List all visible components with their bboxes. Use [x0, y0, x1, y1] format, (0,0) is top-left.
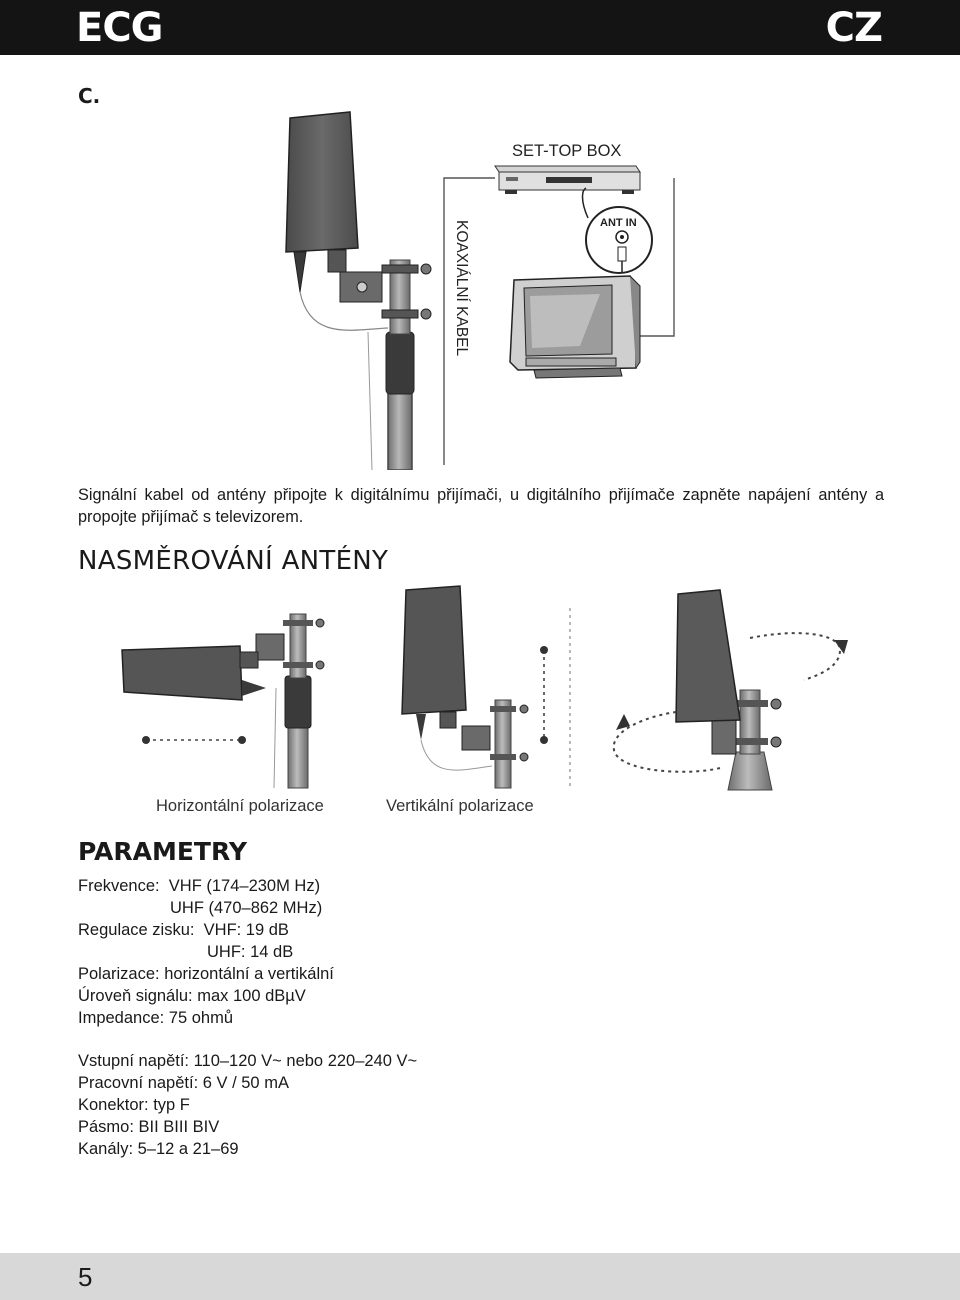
- antenna-illustration: [286, 112, 431, 470]
- spec-line: Pracovní napětí: 6 V / 50 mA: [78, 1074, 289, 1092]
- rotation-antenna-illustration: [614, 590, 848, 790]
- language-code: CZ: [825, 5, 882, 51]
- parameters-heading: PARAMETRY: [78, 837, 247, 866]
- brand-logo: ECG: [76, 5, 163, 51]
- cable-label: KOAXIÁLNÍ KABEL: [453, 220, 470, 357]
- horizontal-antenna-illustration: [122, 614, 324, 788]
- connection-figure: [250, 100, 700, 470]
- ant-in-port-callout: [583, 188, 653, 273]
- tv-illustration: [510, 276, 640, 378]
- vertical-polarization-caption: Vertikální polarizace: [386, 797, 534, 815]
- polarization-figure: [100, 580, 860, 795]
- spec-line: Vstupní napětí: 110–120 V~ nebo 220–240 V~: [78, 1052, 418, 1070]
- port-label: ANT IN: [600, 217, 637, 229]
- spec-line: Kanály: 5–12 a 21–69: [78, 1140, 239, 1158]
- horizontal-polarization-caption: Horizontální polarizace: [156, 797, 324, 815]
- spec-line: Úroveň signálu: max 100 dBµV: [78, 987, 306, 1005]
- spec-line: Pásmo: BII BIII BIV: [78, 1118, 220, 1136]
- spec-line: Frekvence: VHF (174–230M Hz): [78, 877, 321, 895]
- page-footer: [0, 1253, 960, 1300]
- intro-paragraph: Signální kabel od antény připojte k digitálnímu přijímači, u digitálního přijímače zapněte napájení antény a propojte přijímač s televizorem.: [78, 486, 884, 526]
- spec-line: Konektor: typ F: [78, 1096, 190, 1114]
- section-label: C.: [78, 84, 101, 108]
- spec-line: Polarizace: horizontální a vertikální: [78, 965, 334, 983]
- page-number: 5: [78, 1262, 93, 1292]
- spec-line: UHF (470–862 MHz): [170, 899, 323, 917]
- spec-line: Regulace zisku: VHF: 19 dB: [78, 921, 289, 939]
- set-top-box-illustration: [495, 166, 640, 194]
- spec-line: UHF: 14 dB: [207, 943, 294, 961]
- spec-line: Impedance: 75 ohmů: [78, 1009, 234, 1027]
- vertical-antenna-illustration: [402, 586, 548, 788]
- orientation-heading: NASMĚROVÁNÍ ANTÉNY: [78, 546, 389, 576]
- set-top-box-label: SET-TOP BOX: [512, 142, 622, 160]
- page-header: [0, 0, 960, 55]
